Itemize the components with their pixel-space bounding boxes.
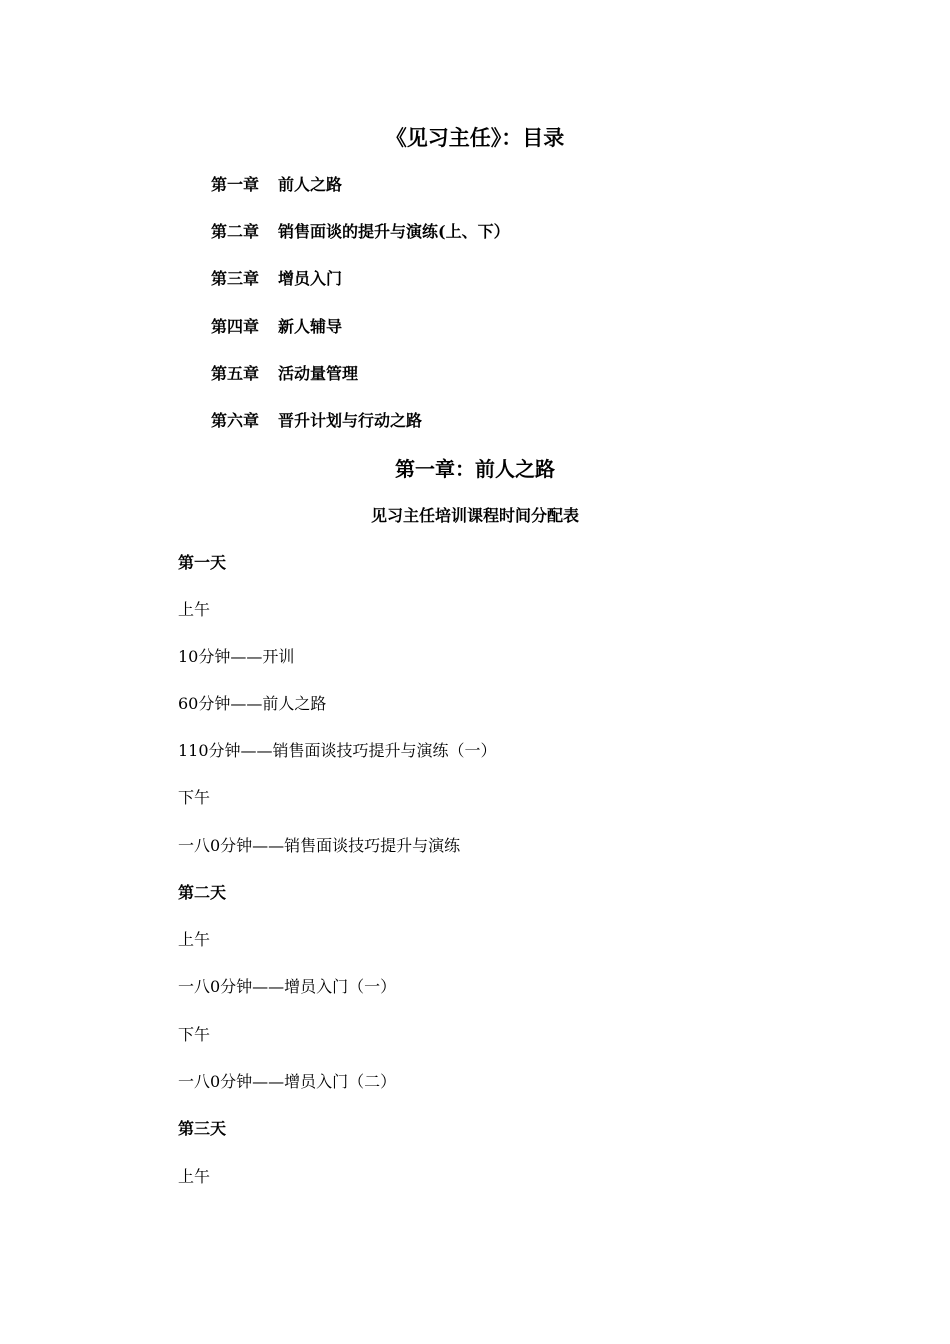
day-heading: 第三天 bbox=[178, 1119, 227, 1138]
toc-chapter-number: 第六章 bbox=[211, 411, 260, 430]
schedule-entry: 60分钟——前人之路 bbox=[178, 694, 327, 713]
toc-chapter-title: 新人辅导 bbox=[278, 317, 343, 336]
schedule-table-title: 见习主任培训课程时间分配表 bbox=[370, 506, 579, 525]
session-period: 上午 bbox=[178, 1167, 211, 1186]
chapter-heading: 第一章：前人之路 bbox=[395, 457, 555, 481]
toc-chapter-title: 增员入门 bbox=[278, 269, 343, 288]
document-title: 《见习主任》：目录 bbox=[385, 125, 565, 150]
schedule-entry: 110分钟——销售面谈技巧提升与演练（一） bbox=[178, 741, 497, 760]
toc-chapter-number: 第三章 bbox=[211, 269, 260, 288]
toc-item-2 bbox=[211, 221, 510, 243]
toc-chapter-title: 活动量管理 bbox=[278, 364, 359, 383]
session-period: 上午 bbox=[178, 600, 211, 619]
schedule-entry: 一八0分钟——增员入门（一） bbox=[178, 977, 397, 996]
day-heading: 第二天 bbox=[178, 883, 227, 902]
toc-chapter-title: 晋升计划与行动之路 bbox=[278, 411, 423, 430]
session-period: 下午 bbox=[178, 788, 211, 807]
toc-item-3 bbox=[211, 268, 342, 290]
toc-chapter-number: 第一章 bbox=[211, 175, 260, 194]
toc-item-6 bbox=[211, 410, 422, 432]
schedule-entry: 10分钟——开训 bbox=[178, 647, 295, 666]
toc-chapter-title: 前人之路 bbox=[278, 175, 343, 194]
day-heading: 第一天 bbox=[178, 553, 227, 572]
toc-item-5 bbox=[211, 363, 358, 385]
toc-chapter-number: 第二章 bbox=[211, 222, 260, 241]
schedule-entry: 一八0分钟——增员入门（二） bbox=[178, 1072, 397, 1091]
toc-chapter-number: 第五章 bbox=[211, 364, 260, 383]
toc-item-4 bbox=[211, 316, 342, 338]
toc-chapter-title: 销售面谈的提升与演练(上、下） bbox=[278, 222, 510, 241]
session-period: 下午 bbox=[178, 1025, 211, 1044]
toc-item-1 bbox=[211, 174, 342, 196]
schedule-entry: 一八0分钟——销售面谈技巧提升与演练 bbox=[178, 836, 461, 855]
session-period: 上午 bbox=[178, 930, 211, 949]
toc-chapter-number: 第四章 bbox=[211, 317, 260, 336]
